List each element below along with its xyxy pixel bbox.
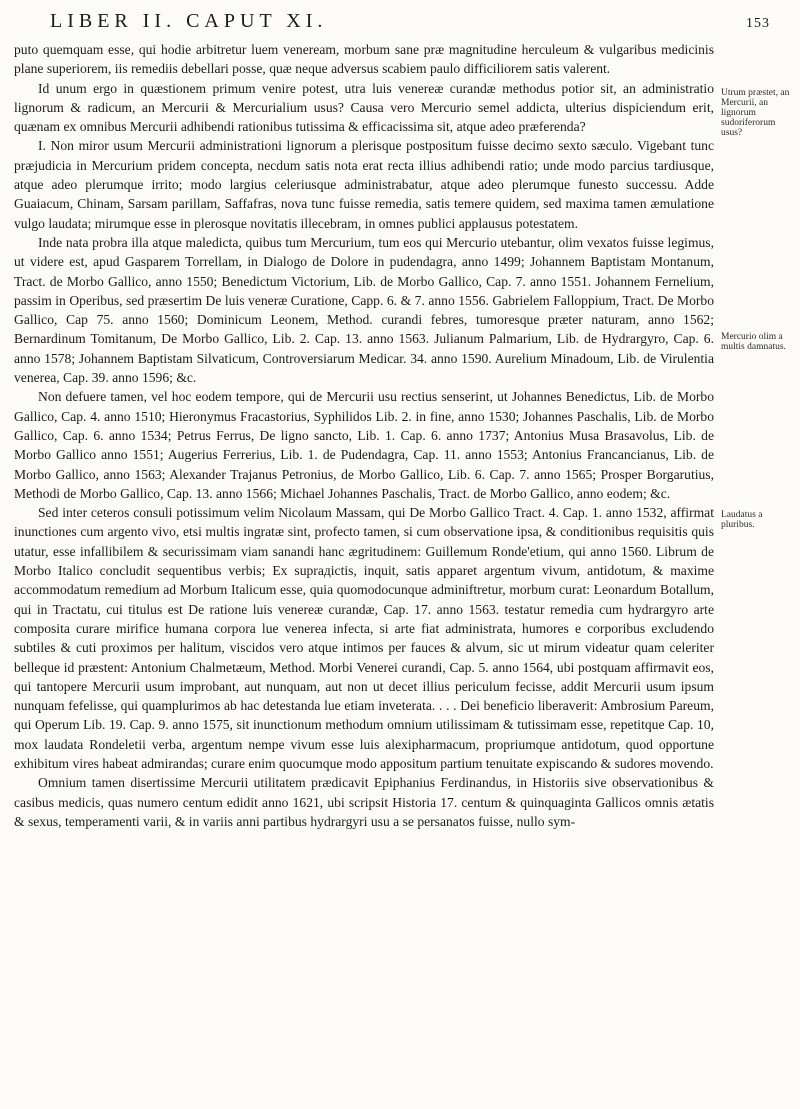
margin-note: Utrum præstet, an Mercurii, an lignorum sudoriferorum usus? — [721, 88, 790, 138]
paragraph: Id unum ergo in quæstionem primum venire potest, utra luis venereæ curandæ methodus potior sit, an administratio lignorum & radicum, an Mercurii & Mercurialium usus? Causa vero Mercurio semel addicta, ulterius dispiciendum erit, quænam ex omnibus Mercurii adhibendi rationibus tutissima & efficacissima sit, atque adeo præferenda? — [14, 80, 714, 135]
running-title: LIBER II. CAPUT XI. — [50, 10, 328, 32]
page-number: 153 — [746, 16, 770, 31]
margin-note: Laudatus a pluribus. — [721, 510, 763, 530]
paragraph: Inde nata probra illa atque maledicta, quibus tum Mercurium, tum eos qui Mercurio utebantur, olim vexatos fuisse legimus, ut videre est, apud Gasparem Torrellam, in Dialogo de Dolore in pudendagra, anno 1499; Johannem Baptistam Montanum, Tract. de Morbo Gallico, anno 1550; Benedictum Victorium, Lib. de Morbo Gallico, Cap. 7. anno 1551. Johannem Fernelium, passim in Operibus, sed præsertim De luis veneræ Curatione, Capp. 6. & 7. anno 1556. Gabrielem Falloppium, Tract. De Morbo Gallico, Cap 75. anno 1560; Dominicum Leonem, Method. curandi febres, tumoresque præter naturam, anno 1562; Bernardinum Tomitanum, De Morbo Gallico, Lib. 2. Cap. 13. anno 1563. Julianum Palmarium, Lib. de Hydrargyro, Cap. 6. anno 1578; Johannem Baptistam Silvaticum, Controversiarum Medicar. 34. anno 1590. Aurelium Minadoum, Lib. de Virulentia venerea, Cap. 39. anno 1596; &c. — [14, 234, 714, 386]
margin-note: Mercurio olim a multis damnatus. — [721, 332, 786, 352]
page-header — [30, 6, 770, 40]
paragraph: Non defuere tamen, vel hoc eodem tempore, qui de Mercurii usu rectius senserint, ut Johannes Benedictus, Lib. de Morbo Gallico, Cap. 4. anno 1510; Hieronymus Fracastorius, Syphilidos Lib. 2. in fine, anno 1530; Johannes Paschalis, Lib. de Morbo Gallico, Cap. 6. anno 1534; Petrus Ferrus, De ligno sancto, Lib. 1. Cap. 6. anno 1737; Antonius Musa Brasavolus, Lib. de Morbo Gallico anno 1551; Augerius Ferrerius, Lib. 1. de Pudendagra, Cap. 11. anno 1553; Antonius Francancianus, Lib. de Morbo Gallico, anno 1563; Alexander Trajanus Petronius, de Morbo Gallico, Lib. 6. Cap. 7. anno 1565; Prosper Borgarutius, Methodi de Morbo Gallico, Cap. 13. anno 1566; Michael Johannes Paschalis, Tract. de Morbo Gallico, anno eodem; &c. — [14, 389, 714, 501]
paragraph: I. Non miror usum Mercurii administrationi lignorum a plerisque postpositum fuisse decimo sexto sæculo. Vigebant tunc præjudicia in Mercurium pridem concepta, necdum satis nota erat recta illius adhibendi ratio; unde modo parcius tardiusque, atque adeo plerumque irrito; modo largius celeriusque administrabatur, atque adeo plerumque funesto successu. Adde Guaiacum, Chinam, Sarsam parillam, Saffafras, nova tunc fuisse remedia, satis temere quidem, sed maxima tamen æmulatione vulgo laudata; mirumque esse in plerosque novitatis illecebram, in omnes publici applausus potestatem. — [14, 138, 714, 231]
main-text — [14, 40, 714, 831]
paragraph: Omnium tamen disertissime Mercurii utilitatem prædicavit Epiphanius Ferdinandus, in Historiis sive observationibus & casibus medicis, quas numero centum edidit anno 1621, ubi scripsit Historia 17. centum & quinquaginta Gallicos omnis ætatis & sexus, temperamenti varii, & in variis anni partibus hydrargyri usu a se persanatos fuisse, nullo sym- — [14, 775, 714, 829]
paragraph: Sed inter ceteros consuli potissimum velim Nicolaum Massam, qui De Morbo Gallico Tract. 4. Cap. 1. anno 1532, affirmat inunctiones cum argento vivo, etsi multis ingratæ sint, profecto tamen, si cum observatione ipsa, & conditionibus requisitis quis utatur, esse infallibilem & securissimam viam sanandi hanc ægritudinem: Guillemum Ronde'etium, qui anno 1560. Librum de Morbo Italico concludit sequentibus verbis; Ex suprадictis, inquit, satis apparet argentum vivum, antidotum, & maxime accommodatum remedium ad Morbum Italicum esse, quia quomodocunque adminiftretur, morbum curat: Leonardum Botallum, qui in Tractatu, cui titulus est De ratione luis venereæ curandæ, Cap. 17. anno 1563. testatur remedia cum hydrargyro arte composita curare mirifice humana corpora lue venerea infecta, si arte fiat administrata, humores e corporibus excludendo subtiles & cuti proximos per halitum, viscidos vero atque intimos per fauces & alvum, sic ut mirum videatur quam celeriter belleque id præstent: Antonium Chalmetæum, Method. Morbi Venerei curandi, Cap. 5. anno 1564, ubi postquam affirmavit eos, qui tantopere Mercurii usum improbant, aut nunquam, aut non ut decet illius periculum fecisse, addit Mercurii usum ipsum nunquam fefelisse, qui quamplurimos ab hac detestanda lue etiam inveterata. . . . Dei beneficio liberaverit: Ambrosium Pareum, qui Operum Lib. 19. Cap. 9. anno 1575, sit inunctionum methodum omnium utilissimam & tutissimam esse, repetitque Cap. 10, mox laudata Rondeletii verba, argentum nempe vivum esse luis alexipharmacum, propriumque antidotum, quod opportune exhibitum vires habeat admirandas; curare enim quocumque modo appositum partium tenuitate expiscando & sudores movendo. — [14, 505, 714, 771]
paragraph: puto quemquam esse, qui hodie arbitretur luem veneream, morbum sane præ magnitudine herculeum & vulgaribus medicinis plane superiorem, iis remediis debellari posse, quæ neque adversus scabiem paulo difficiliorem satis valerent. — [14, 42, 714, 77]
